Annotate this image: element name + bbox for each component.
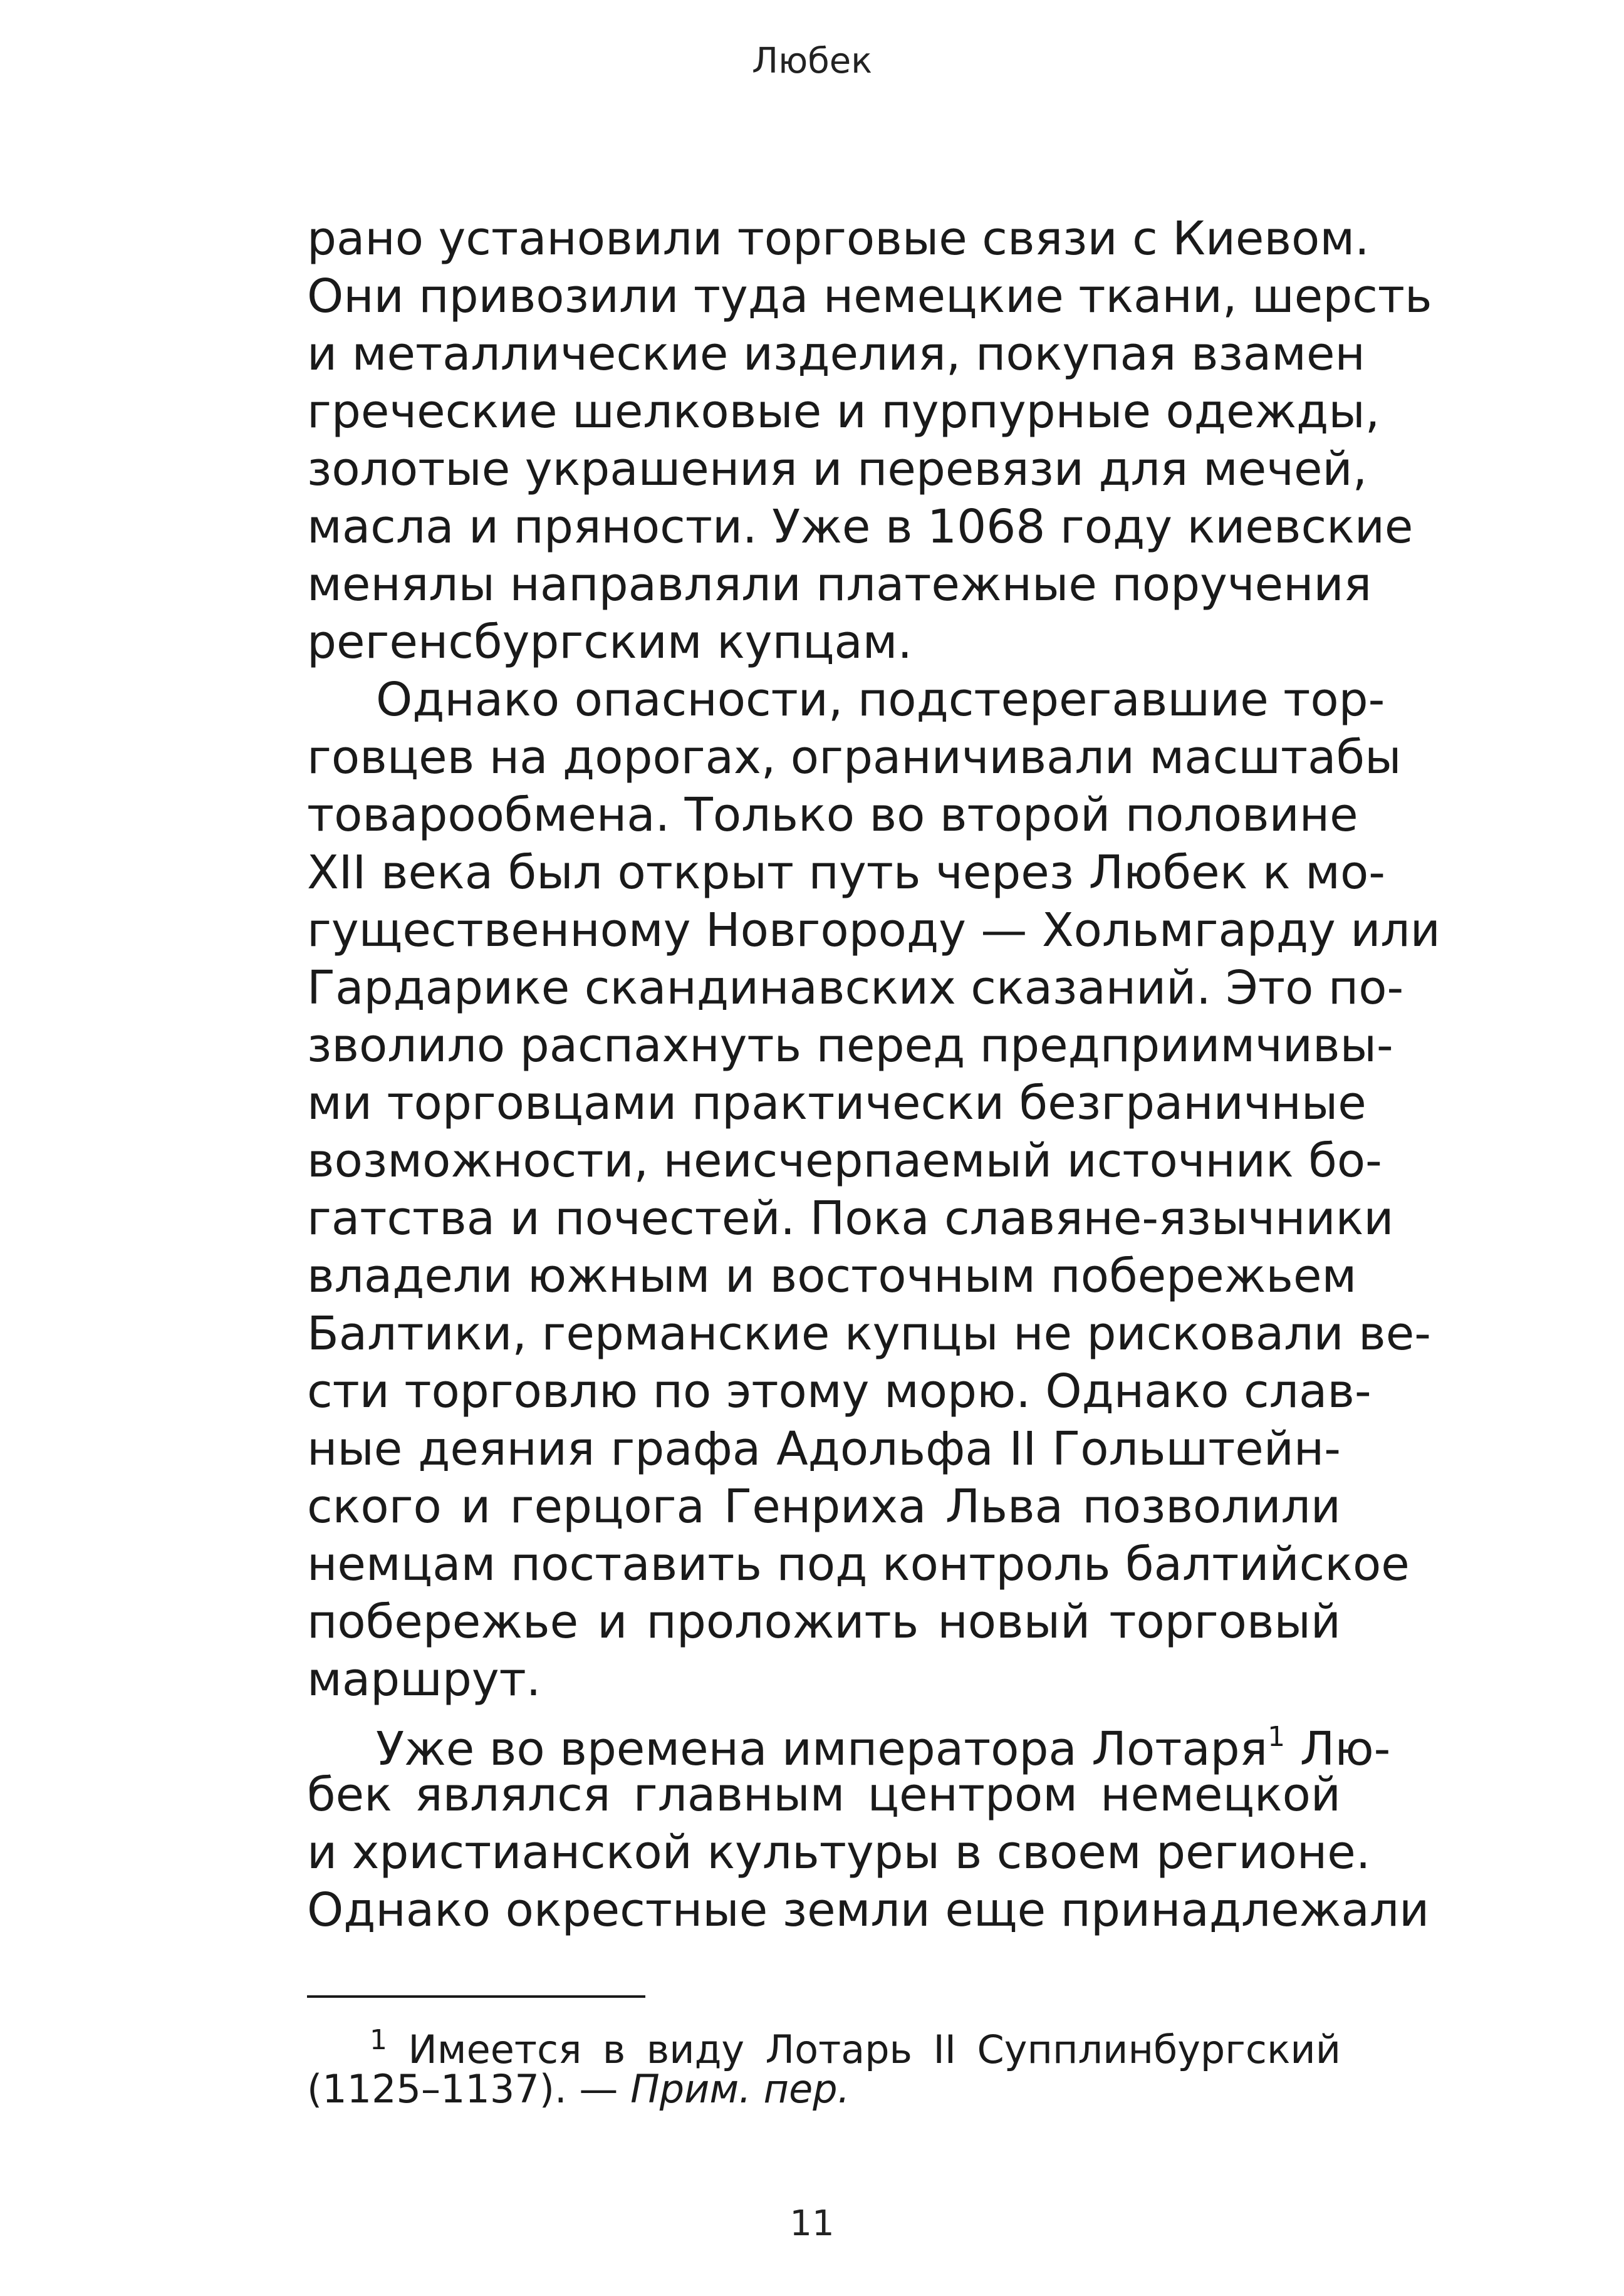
- text-line: Однако опасности, подстерегавшие тор-: [376, 673, 1385, 727]
- text-line: ми торговцами практически безграничные: [307, 1076, 1366, 1130]
- text-line: товарообмена. Только во второй половине: [307, 788, 1358, 842]
- text-line: [376, 1708, 1391, 1776]
- text-line: немцам поставить под контроль балтийское: [307, 1537, 1410, 1591]
- text-line: бек являлся главным центром немецкой: [307, 1768, 1341, 1822]
- text-fragment: Лю-: [1299, 1722, 1391, 1776]
- text-line: сти торговлю по этому морю. Однако слав-: [307, 1364, 1372, 1418]
- text-line: маршрут.: [307, 1653, 541, 1706]
- text-line: возможности, неисчерпаемый источник бо-: [307, 1134, 1382, 1188]
- text-line: менялы направляли платежные поручения: [307, 558, 1372, 611]
- text-fragment: Уже во времена императора Лотаря: [376, 1722, 1268, 1776]
- text-line: говцев на дорогах, ограничивали масштабы: [307, 730, 1402, 784]
- text-line: зволило распахнуть перед предприимчивы-: [307, 1019, 1393, 1073]
- text-line: рано установили торговые связи с Киевом.: [307, 212, 1370, 266]
- text-line: Балтики, германские купцы не рисковали ве-: [307, 1307, 1431, 1361]
- text-line: и металлические изделия, покупая взамен: [307, 327, 1365, 381]
- text-line: золотые украшения и перевязи для мечей,: [307, 442, 1368, 496]
- text-line: гатства и почестей. Пока славяне-язычники: [307, 1192, 1394, 1245]
- footnote-divider: [307, 1995, 645, 1998]
- page-number: 11: [789, 2203, 835, 2244]
- footnote-line: [307, 2065, 1341, 2114]
- text-line: XII века был открыт путь через Любек к мо-: [307, 846, 1385, 900]
- footnote-line: [370, 2016, 1341, 2072]
- footnote-number: 1: [370, 2024, 387, 2056]
- text-line: побережье и проложить новый торговый: [307, 1595, 1341, 1649]
- text-line: Однако окрестные земли еще принадлежали: [307, 1883, 1430, 1937]
- text-line: гущественному Новгороду — Хольмгарду или: [307, 903, 1440, 957]
- text-line: Гардарике скандинавских сказаний. Это по-: [307, 961, 1404, 1015]
- translator-note: Прим. пер.: [630, 2066, 850, 2112]
- text-line: ные деяния графа Адольфа II Гольштейн-: [307, 1422, 1341, 1476]
- text-line: владели южным и восточным побережьем: [307, 1249, 1357, 1303]
- text-line: масла и пряности. Уже в 1068 году киевские: [307, 500, 1413, 554]
- footnote-text: (1125–1137). —: [307, 2066, 631, 2112]
- text-line: Они привозили туда немецкие ткани, шерсть: [307, 269, 1432, 323]
- text-line: ского и герцога Генриха Льва позволили: [307, 1480, 1341, 1534]
- running-title: Любек: [751, 41, 873, 81]
- text-line: греческие шелковые и пурпурные одежды,: [307, 385, 1380, 439]
- text-line: и христианской культуры в своем регионе.: [307, 1826, 1371, 1879]
- text-line: регенсбургским купцам.: [307, 615, 913, 669]
- footnote-text: Имеется в виду Лотарь II Супплинбургский: [408, 2027, 1341, 2072]
- footnote-marker[interactable]: 1: [1267, 1721, 1286, 1753]
